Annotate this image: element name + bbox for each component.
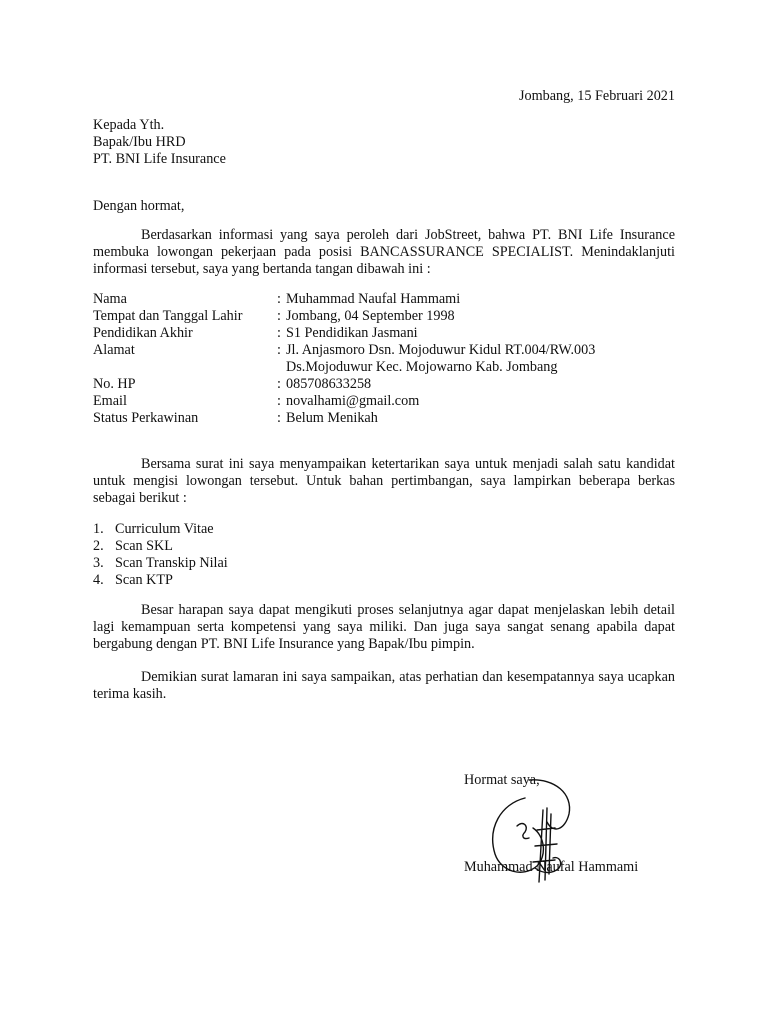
recipient-line: Bapak/Ibu HRD	[93, 134, 186, 150]
detail-separator: :	[277, 325, 281, 341]
detail-separator: :	[277, 291, 281, 307]
detail-value: 085708633258	[286, 376, 372, 392]
detail-label: Alamat	[93, 342, 135, 358]
detail-separator: :	[277, 410, 281, 426]
list-text: Curriculum Vitae	[115, 521, 214, 537]
list-text: Scan Transkip Nilai	[115, 555, 228, 571]
list-item	[93, 521, 228, 538]
signer-name: Muhammad Naufal Hammami	[464, 859, 639, 875]
detail-value: novalhami@gmail.com	[286, 393, 420, 409]
list-text: Scan KTP	[115, 572, 173, 588]
paragraph-intro: Berdasarkan informasi yang saya peroleh dari JobStreet, bahwa PT. BNI Life Insurance membuka lowongan pekerjaan pada posisi BANCASSURANCE SPECIALIST. Menindaklanjuti informasi tersebut, saya yang bertanda tangan dibawah ini :	[93, 227, 675, 277]
detail-separator: :	[277, 393, 281, 409]
list-text: Scan SKL	[115, 538, 173, 554]
paragraph-interest: Bersama surat ini saya menyampaikan ketertarikan saya untuk menjadi salah satu kandidat untuk mengisi lowongan tersebut. Untuk bahan pertimbangan, saya lampirkan beberapa berkas sebagai berikut :	[93, 456, 675, 506]
paragraph-hope: Besar harapan saya dapat mengikuti proses selanjutnya agar dapat menjelaskan lebih detail lagi kemampuan serta kompetensi yang saya miliki. Dan juga saya sangat senang apabila dapat bergabung dengan PT. BNI Life Insurance yang Bapak/Ibu pimpin.	[93, 602, 675, 652]
detail-label: Nama	[93, 291, 127, 307]
paragraph-closing: Demikian surat lamaran ini saya sampaikan, atas perhatian dan kesempatannya saya ucapkan terima kasih.	[93, 669, 675, 702]
detail-label: Pendidikan Akhir	[93, 325, 193, 341]
list-item	[93, 555, 228, 572]
list-number: 4.	[93, 572, 104, 588]
detail-label: Status Perkawinan	[93, 410, 199, 426]
applicant-details	[93, 291, 675, 427]
detail-value: Belum Menikah	[286, 410, 378, 426]
recipient-line: PT. BNI Life Insurance	[93, 151, 226, 167]
recipient-line: Kepada Yth.	[93, 117, 165, 133]
detail-row	[93, 376, 675, 393]
salutation: Dengan hormat,	[93, 198, 185, 214]
list-number: 3.	[93, 555, 104, 571]
letter-page	[93, 0, 675, 1024]
detail-value: S1 Pendidikan Jasmani	[286, 325, 418, 341]
detail-label: Tempat dan Tanggal Lahir	[93, 308, 243, 324]
detail-label: No. HP	[93, 376, 136, 392]
detail-separator: :	[277, 342, 281, 358]
detail-value	[286, 342, 675, 376]
detail-separator: :	[277, 376, 281, 392]
closing-phrase: Hormat saya,	[464, 772, 540, 788]
detail-separator: :	[277, 308, 281, 324]
list-item	[93, 538, 228, 555]
address-line: Ds.Mojoduwur Kec. Mojowarno Kab. Jombang	[286, 359, 558, 375]
address-line: Jl. Anjasmoro Dsn. Mojoduwur Kidul RT.004/RW.003	[286, 342, 596, 358]
recipient-block	[93, 117, 226, 168]
attachment-list	[93, 521, 228, 589]
detail-row	[93, 393, 675, 410]
letter-date: Jombang, 15 Februari 2021	[518, 88, 675, 104]
list-number: 1.	[93, 521, 104, 537]
list-item	[93, 572, 228, 589]
detail-row	[93, 308, 675, 325]
list-number: 2.	[93, 538, 104, 554]
detail-label: Email	[93, 393, 127, 409]
detail-value: Jombang, 04 September 1998	[286, 308, 455, 324]
detail-row	[93, 325, 675, 342]
detail-row	[93, 342, 675, 376]
detail-row	[93, 291, 675, 308]
detail-row	[93, 410, 675, 427]
detail-value: Muhammad Naufal Hammami	[286, 291, 461, 307]
